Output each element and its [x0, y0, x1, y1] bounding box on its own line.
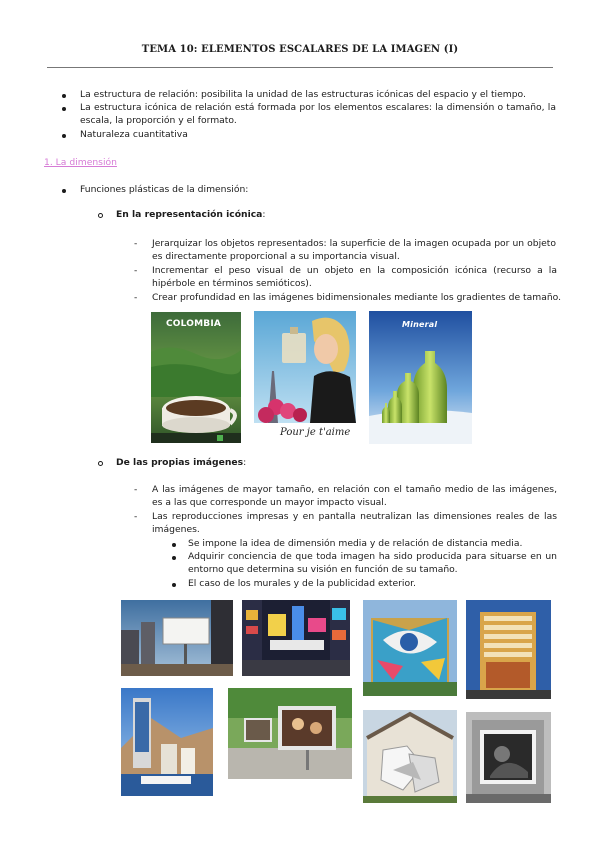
bullet-dot [62, 134, 66, 138]
billboard-street-image [121, 600, 233, 676]
sub-heading-representation [116, 208, 266, 221]
circle-bullet [98, 461, 103, 466]
dash-marker: - [134, 484, 138, 495]
dash-marker: - [134, 265, 138, 276]
dash-marker: - [134, 292, 138, 303]
facade-mural-image [363, 710, 457, 803]
bullet-dot [62, 94, 66, 98]
photo-frame-exhibit-image [466, 712, 551, 803]
dash-item-depth: Crear profundidad en las imágenes bidimensionales mediante los gradientes de tamaño. [152, 292, 562, 303]
section-link-dimension[interactable]: 1. La dimensión [44, 157, 117, 168]
circle-bullet [98, 213, 103, 218]
title-divider [47, 67, 553, 68]
sub-heading-own-images-label: De las propias imágenes [116, 457, 244, 468]
tall-billboard-building-image [466, 600, 551, 699]
sub-heading-colon: : [262, 209, 266, 220]
outdoor-exhibition-image [228, 688, 352, 779]
dash-marker: - [134, 511, 138, 522]
dash-marker: - [134, 238, 138, 249]
dash-item-visual-weight: Incrementar el peso visual de un objeto en la composición icónica (recurso a la hipérbole en términos semióticos). [152, 265, 557, 289]
mineral-brand-logo: Mineral [402, 320, 438, 329]
perfume-caption: Pour je t'aime [280, 427, 351, 438]
sub-bullet-awareness: Adquirir conciencia de que toda imagen ha sido producida para situarse en un entorno que determina su visión en función de su tamaño. [188, 551, 557, 575]
sub-heading-own-images [116, 456, 246, 469]
coastal-city-image [121, 688, 213, 796]
bullet-dot [172, 556, 176, 560]
dash-item-impact: A las imágenes de mayor tamaño, en relación con el tamaño medio de las imágenes, es a las que corresponde un mayor impacto visual. [152, 484, 557, 508]
bullet-dot [62, 107, 66, 111]
functions-bullet: Funciones plásticas de la dimensión: [80, 184, 249, 195]
dash-item-reproductions: Las reproducciones impresas y en pantalla neutralizan las dimensiones reales de las imágenes. [152, 511, 557, 535]
sub-bullet-murals: El caso de los murales y de la publicidad exterior. [188, 578, 416, 589]
colombia-coffee-ad-image [151, 312, 241, 443]
intro-bullet-3: Naturaleza cuantitativa [80, 129, 188, 140]
sub-bullet-media: Se impone la idea de dimensión media y de relación de distancia media. [188, 538, 523, 549]
times-square-image [242, 600, 350, 676]
page-title: TEMA 10: ELEMENTOS ESCALARES DE LA IMAGEN (I) [141, 44, 459, 55]
bullet-dot [172, 543, 176, 547]
colombia-logo: COLOMBIA [166, 319, 222, 329]
bullet-dot [62, 189, 66, 193]
dash-item-hierarchy: Jerarquizar los objetos representados: la superficie de la imagen ocupada por un objeto es directamente proporcional a su importancia visual. [152, 238, 556, 262]
intro-bullet-2: La estructura icónica de relación está formada por los elementos escalares: la dimensión o tamaño, la escala, la proporción y el formato. [80, 102, 556, 126]
bullet-dot [172, 583, 176, 587]
perfume-ad-image [254, 311, 356, 423]
sub-heading-representation-label: En la representación icónica [116, 209, 263, 220]
mural-building-image [363, 600, 457, 696]
sub-heading-colon: : [243, 457, 247, 468]
intro-bullet-1: La estructura de relación: posibilita la unidad de las estructuras icónicas del espacio y el tiempo. [80, 89, 526, 100]
